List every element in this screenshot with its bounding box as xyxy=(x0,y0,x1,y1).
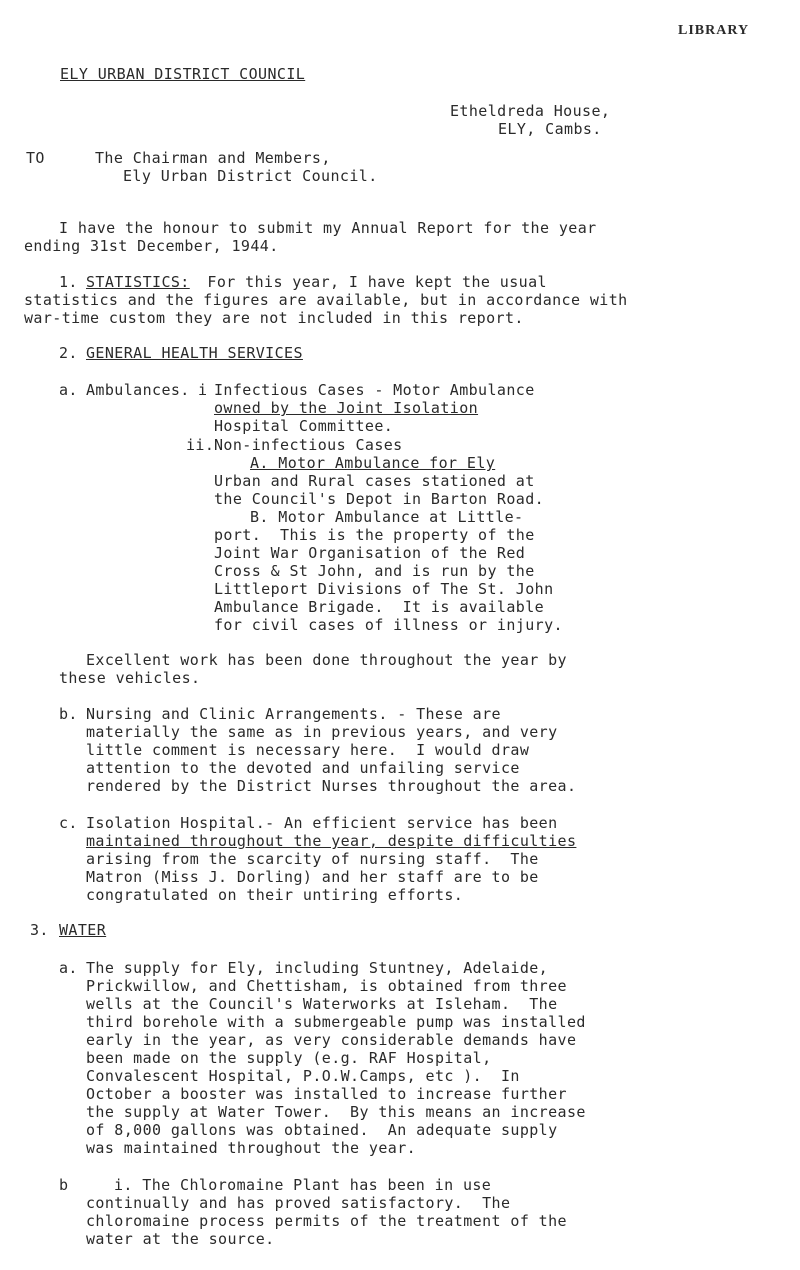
s3a-line-11: was maintained throughout the year. xyxy=(86,1139,417,1157)
s2a-ii-line-8: Littleport Divisions of The St. John xyxy=(214,580,554,598)
s3a-line-10: of 8,000 gallons was obtained. An adequate supply xyxy=(86,1121,558,1139)
s2a-ii-line-4: B. Motor Ambulance at Little- xyxy=(250,508,524,526)
s3a-line-5: early in the year, as very considerable demands have xyxy=(86,1031,577,1049)
intro-line-2: ending 31st December, 1944. xyxy=(24,237,279,255)
s2c-line-1: Isolation Hospital.- An efficient service has been xyxy=(86,814,558,832)
s3-number: 3. xyxy=(30,921,49,939)
page-title: ELY URBAN DISTRICT COUNCIL xyxy=(60,65,306,83)
s3b-line-4: water at the source. xyxy=(86,1230,275,1248)
s2a-ii-line-9: Ambulance Brigade. It is available xyxy=(214,598,545,616)
address-line-1: Etheldreda House, xyxy=(450,102,611,120)
s2c-line-4: Matron (Miss J. Dorling) and her staff are to be xyxy=(86,868,539,886)
s2c-line-2: maintained throughout the year, despite difficulties xyxy=(86,832,577,850)
excellent-line-2: these vehicles. xyxy=(59,669,201,687)
s2a-ii-line-7: Cross & St John, and is run by the xyxy=(214,562,535,580)
s2b-line-1: Nursing and Clinic Arrangements. - These are xyxy=(86,705,501,723)
s3a-line-3: wells at the Council's Waterworks at Isleham. The xyxy=(86,995,558,1013)
s2a-title: Ambulances. xyxy=(86,381,190,399)
s2b-line-3: little comment is necessary here. I would draw xyxy=(86,741,530,759)
s2a-ii-line-5: port. This is the property of the xyxy=(214,526,535,544)
s2a-i-line-3: Hospital Committee. xyxy=(214,417,394,435)
s2a-ii-number: ii. xyxy=(186,436,215,454)
s1-line-1: For this year, I have kept the usual xyxy=(198,273,547,291)
s3a-line-8: October a booster was installed to increase further xyxy=(86,1085,567,1103)
s3a-line-7: Convalescent Hospital, P.O.W.Camps, etc ). In xyxy=(86,1067,520,1085)
s2a-i-line-1: Infectious Cases - Motor Ambulance xyxy=(214,381,535,399)
s3a-line-6: been made on the supply (e.g. RAF Hospital, xyxy=(86,1049,492,1067)
excellent-line-1: Excellent work has been done throughout the year by xyxy=(86,651,567,669)
s3-title: WATER xyxy=(59,921,107,939)
s2b-line-4: attention to the devoted and unfailing service xyxy=(86,759,520,777)
s1-line-2: statistics and the figures are available, but in accordance with xyxy=(24,291,628,309)
s2a-ii-title: Non-infectious Cases xyxy=(214,436,403,454)
s2a-ii-line-1: A. Motor Ambulance for Ely xyxy=(250,454,496,472)
s2-number: 2. xyxy=(59,344,78,362)
s2a-ii-line-6: Joint War Organisation of the Red xyxy=(214,544,526,562)
s1-number: 1. xyxy=(59,273,78,291)
s2c-label: c. xyxy=(59,814,78,832)
s3b-line-3: chloromaine process permits of the treatment of the xyxy=(86,1212,567,1230)
s3b-label: b xyxy=(59,1176,69,1194)
s3b-line-2: continually and has proved satisfactory. The xyxy=(86,1194,511,1212)
s2a-ii-line-2: Urban and Rural cases stationed at xyxy=(214,472,535,490)
s3a-line-9: the supply at Water Tower. By this means an increase xyxy=(86,1103,586,1121)
s2a-label: a. xyxy=(59,381,78,399)
s2a-ii-line-3: the Council's Depot in Barton Road. xyxy=(214,490,545,508)
addressee-line-1: The Chairman and Members, xyxy=(95,149,331,167)
s3a-line-1: The supply for Ely, including Stuntney, Adelaide, xyxy=(86,959,549,977)
s1-title: STATISTICS: xyxy=(86,273,190,291)
intro-line-1: I have the honour to submit my Annual Report for the year xyxy=(59,219,597,237)
library-stamp: LIBRARY xyxy=(678,23,750,38)
s2b-line-2: materially the same as in previous years, and very xyxy=(86,723,558,741)
s3a-line-4: third borehole with a submergeable pump was installed xyxy=(86,1013,586,1031)
s2b-line-5: rendered by the District Nurses throughout the area. xyxy=(86,777,577,795)
s1-line-3: war-time custom they are not included in this report. xyxy=(24,309,524,327)
s2c-line-5: congratulated on their untiring efforts. xyxy=(86,886,464,904)
s3a-label: a. xyxy=(59,959,78,977)
s3b-line-1: i. The Chloromaine Plant has been in use xyxy=(114,1176,492,1194)
s2c-line-3: arising from the scarcity of nursing staff. The xyxy=(86,850,539,868)
s2-title: GENERAL HEALTH SERVICES xyxy=(86,344,303,362)
address-line-2: ELY, Cambs. xyxy=(498,120,602,138)
s2a-i-number: i xyxy=(198,381,208,399)
s2a-ii-line-10: for civil cases of illness or injury. xyxy=(214,616,563,634)
addressee-line-2: Ely Urban District Council. xyxy=(123,167,378,185)
s3a-line-2: Prickwillow, and Chettisham, is obtained from three xyxy=(86,977,567,995)
s2b-label: b. xyxy=(59,705,78,723)
s2a-i-line-2: owned by the Joint Isolation xyxy=(214,399,479,417)
to-label: TO xyxy=(26,149,45,167)
